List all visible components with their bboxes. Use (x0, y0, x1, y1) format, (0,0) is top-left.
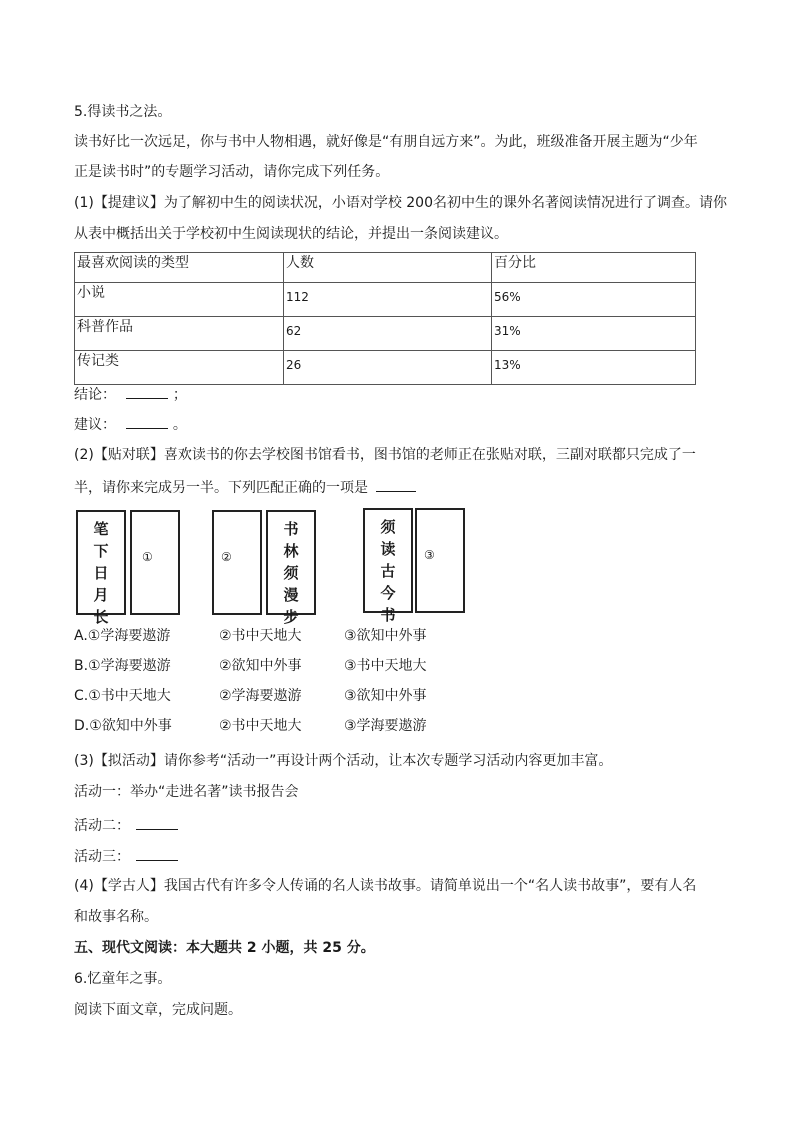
table-row (75, 283, 696, 317)
table-cell: 小说 (75, 283, 284, 317)
couplet2-blank-label: ② (221, 550, 232, 564)
table-row (75, 351, 696, 385)
q5-part2-text: 半，请你来完成另一半。下列匹配正确的一项是 (74, 480, 368, 496)
q5-part2-line1: (2)【贴对联】喜欢读书的你去学校图书馆看书，图书馆的老师正在张贴对联，三副对联都只完成了一 (74, 447, 696, 463)
table-header-row (75, 253, 696, 283)
table-cell: 13% (492, 351, 696, 385)
table-cell: 26 (284, 351, 492, 385)
option-d-part2: ②书中天地大 (219, 718, 302, 734)
q5-title: 5.得读书之法。 (74, 104, 172, 120)
conclusion-end-mark: ； (172, 387, 187, 403)
q5-part3-line: (3)【拟活动】请你参考“活动一”再设计两个活动，让本次专题学习活动内容更加丰富。 (74, 753, 613, 769)
table-cell: 31% (492, 317, 696, 351)
part2-answer-blank[interactable] (376, 477, 416, 492)
couplet2-given-scroll (266, 510, 316, 626)
suggestion-answer-blank[interactable] (126, 414, 168, 429)
suggestion-label: 建议： (74, 417, 116, 433)
couplet1-given-text: 笔 下 日 月 长 (93, 520, 109, 626)
q5-intro-line1: 读书好比一次远足，你与书中人物相遇，就好像是“有朋自远方来”。为此，班级准备开展主题为“少年 (74, 134, 698, 150)
conclusion-label: 结论： (74, 387, 116, 403)
option-d-part1: D.①欲知中外事 (74, 718, 172, 734)
option-d-part3: ③学海要遨游 (344, 718, 427, 734)
q6-title: 6.忆童年之事。 (74, 971, 172, 987)
activity3-line (74, 846, 178, 866)
q5-part4-line1: (4)【学古人】我国古代有许多令人传诵的名人读书故事。请简单说出一个“名人读书故事”，要有人名 (74, 878, 697, 894)
table-cell: 56% (492, 283, 696, 317)
option-b-part1: B.①学海要遨游 (74, 658, 171, 674)
option-c-part3: ③欲知中外事 (344, 688, 427, 704)
couplet3-given-scroll (363, 508, 413, 624)
option-a-part2: ②书中天地大 (219, 628, 302, 644)
option-b-part3: ③书中天地大 (344, 658, 427, 674)
option-a-part1: A.①学海要遨游 (74, 628, 171, 644)
q5-part1-line2: 从表中概括出关于学校初中生阅读现状的结论，并提出一条阅读建议。 (74, 226, 508, 242)
table-row (75, 317, 696, 351)
q5-part4-line2: 和故事名称。 (74, 909, 158, 925)
table-cell: 112 (284, 283, 492, 317)
couplet1-given-scroll (76, 510, 126, 626)
couplet2-blank-scroll (212, 510, 262, 615)
activity2-line (74, 815, 178, 835)
option-c-part1: C.①书中天地大 (74, 688, 171, 704)
suggestion-end-mark: 。 (172, 417, 187, 433)
couplet2-given-text: 书 林 须 漫 步 (283, 520, 299, 626)
suggestion-line (74, 414, 187, 434)
section5-heading: 五、现代文阅读：本大题共 2 小题，共 25 分。 (74, 940, 375, 956)
option-c-part2: ②学海要遨游 (219, 688, 302, 704)
table-cell: 62 (284, 317, 492, 351)
couplet1-blank-scroll (130, 510, 180, 615)
couplet3-blank-scroll (415, 508, 465, 613)
survey-table (74, 252, 696, 385)
activity1-line: 活动一：举办“走进名著”读书报告会 (74, 784, 299, 800)
activity2-answer-blank[interactable] (136, 815, 178, 830)
q5-part1-line1: (1)【提建议】为了解初中生的阅读状况，小语对学校 200名初中生的课外名著阅读情况进行了调查。请你 (74, 195, 728, 211)
option-b-part2: ②欲知中外事 (219, 658, 302, 674)
activity3-label: 活动三： (74, 849, 130, 865)
option-a-part3: ③欲知中外事 (344, 628, 427, 644)
q6-instruction: 阅读下面文章，完成问题。 (74, 1002, 242, 1018)
table-header-cell: 最喜欢阅读的类型 (75, 253, 284, 283)
table-header-cell: 人数 (284, 253, 492, 283)
q5-part2-line2 (74, 477, 416, 497)
conclusion-answer-blank[interactable] (126, 384, 168, 399)
table-cell: 科普作品 (75, 317, 284, 351)
couplet1-blank-label: ① (142, 550, 153, 564)
activity2-label: 活动二： (74, 818, 130, 834)
couplet3-given-text: 须 读 古 今 书 (380, 518, 396, 624)
couplet3-blank-label: ③ (424, 548, 435, 562)
q5-intro-line2: 正是读书时”的专题学习活动，请你完成下列任务。 (74, 164, 390, 180)
conclusion-line (74, 384, 187, 404)
table-cell: 传记类 (75, 351, 284, 385)
activity3-answer-blank[interactable] (136, 846, 178, 861)
table-header-cell: 百分比 (492, 253, 696, 283)
